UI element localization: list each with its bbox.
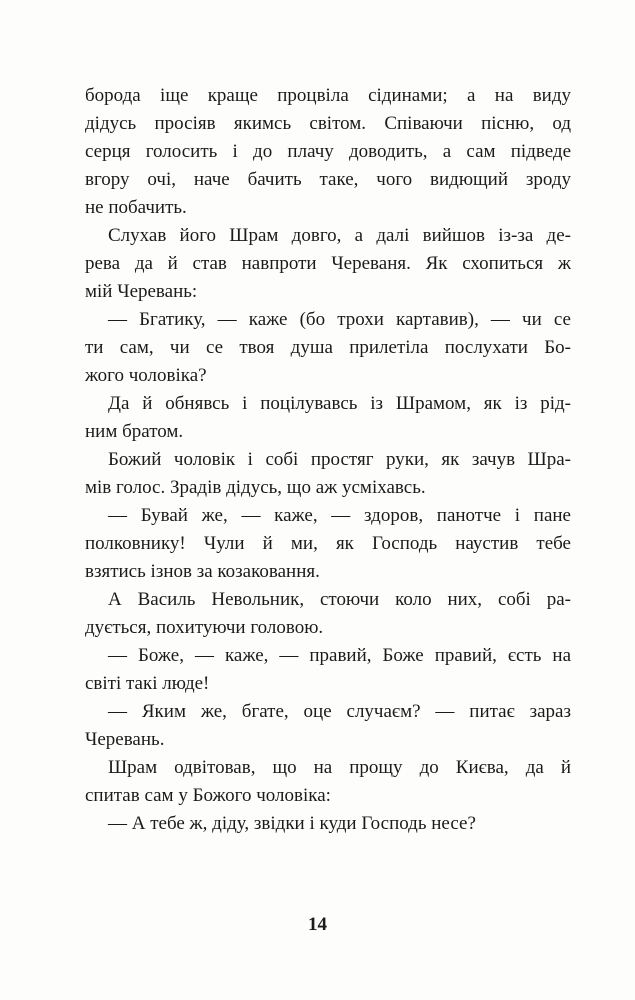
text-line: Шрам одвітовав, що на прощу до Києва, да й xyxy=(108,757,571,778)
paragraph xyxy=(85,586,571,642)
page-number: 14 xyxy=(308,914,327,935)
text-line: Божий чоловік і собі простяг руки, як зачув Шра- xyxy=(108,449,571,470)
text-line: ти сам, чи се твоя душа прилетіла послухати Бо- xyxy=(85,337,571,358)
text-line: мій Черевань: xyxy=(85,281,198,302)
text-line: — Бгатику, — каже (бо трохи картавив), — чи се xyxy=(108,309,571,330)
text-line: жого чоловіка? xyxy=(85,365,207,386)
text-line: дідусь просіяв якимсь світом. Співаючи пісню, од xyxy=(85,113,571,134)
text-line: вгору очі, наче бачить таке, чого видющий зроду xyxy=(85,169,571,190)
paragraph xyxy=(85,754,571,810)
text-line: мів голос. Зрадів дідусь, що аж усміхавсь. xyxy=(85,477,426,498)
text-line: не побачить. xyxy=(85,197,187,218)
text-line: — Бувай же, — каже, — здоров, панотче і пане xyxy=(108,505,571,526)
text-line: Да й обнявсь і поцілувавсь із Шрамом, як із рід- xyxy=(108,393,571,414)
text-line: Черевань. xyxy=(85,729,165,750)
paragraph xyxy=(85,810,571,838)
paragraph xyxy=(85,306,571,390)
text-line: А Василь Невольник, стоючи коло них, собі ра- xyxy=(108,589,571,610)
text-line: спитав сам у Божого чоловіка: xyxy=(85,785,331,806)
paragraph xyxy=(85,642,571,698)
text-line: світі такі люде! xyxy=(85,673,210,694)
text-line: дується, похитуючи головою. xyxy=(85,617,324,638)
text-line: Слухав його Шрам довго, а далі вийшов із-за де- xyxy=(108,225,571,246)
paragraph xyxy=(85,446,571,502)
text-line: взятись ізнов за козаковання. xyxy=(85,561,320,582)
paragraph xyxy=(85,222,571,306)
paragraph xyxy=(85,698,571,754)
text-line: — А тебе ж, діду, звідки і куди Господь несе? xyxy=(108,813,476,834)
text-line: рева да й став навпроти Череваня. Як схопиться ж xyxy=(85,253,571,274)
text-line: серця голосить і до плачу доводить, а сам підведе xyxy=(85,141,571,162)
text-line: борода іще краще процвіла сідинами; а на виду xyxy=(85,85,571,106)
text-line: ним братом. xyxy=(85,421,184,442)
page-footer xyxy=(0,914,635,936)
paragraph xyxy=(85,502,571,586)
paragraph xyxy=(85,82,571,222)
text-line: — Боже, — каже, — правий, Боже правий, єсть на xyxy=(108,645,571,666)
page-text xyxy=(85,82,571,838)
paragraph xyxy=(85,390,571,446)
text-line: — Яким же, бгате, оце случаєм? — питає зараз xyxy=(108,701,571,722)
text-line: полковнику! Чули й ми, як Господь наустив тебе xyxy=(85,533,571,554)
